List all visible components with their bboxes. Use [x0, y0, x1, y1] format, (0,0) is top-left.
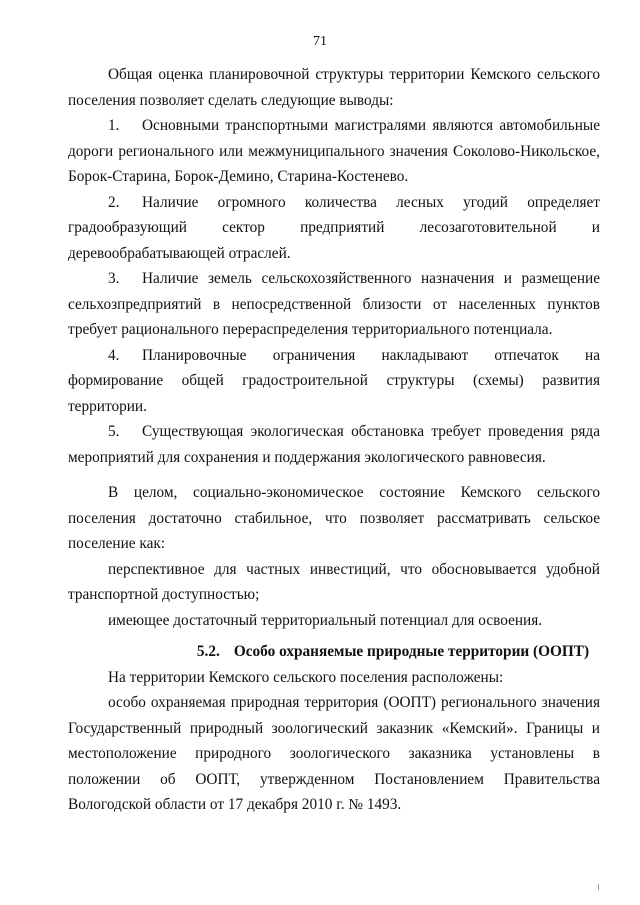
conclusion-item [68, 343, 600, 420]
page-content [68, 62, 600, 818]
page-number: 71 [313, 34, 327, 49]
conclusion-item [68, 266, 600, 343]
section-title: Особо охраняемые природные территории (ООПТ) [233, 643, 590, 660]
conclusion-text: Существующая экологическая обстановка требует проведения ряда мероприятий для сохранения и поддержания экологического равновесия. [68, 423, 600, 466]
conclusion-text: Основными транспортными магистралями являются автомобильные дороги регионального или межмуниципального значения Соколово-Никольское, Борок-Старина, Борок-Демино, Старина-Костенево. [68, 117, 600, 185]
scan-artifact [598, 884, 599, 890]
bullet-paragraph: перспективное для частных инвестиций, что обосновывается удобной транспортной доступностью; [68, 560, 600, 603]
conclusion-number: 2. [108, 193, 120, 211]
section-lead: На территории Кемского сельского поселения расположены: [108, 668, 504, 686]
conclusion-text: Наличие огромного количества лесных угодий определяет градообразующий сектор предприятий лесозаготовительной и деревообрабатывающей отраслей. [68, 193, 600, 262]
summary-paragraph: В целом, социально-экономическое состояние Кемского сельского поселения достаточно стабильное, что позволяет рассматривать сельское поселение как: [68, 484, 600, 552]
conclusion-text: Планировочные ограничения накладывают отпечаток на формирование общей градостроительной структуры (схемы) развития территории. [68, 346, 600, 415]
section-number: 5.2. [196, 643, 220, 660]
conclusion-number: 3. [108, 270, 120, 287]
conclusion-text: Наличие земель сельскохозяйственного назначения и размещение сельхозпредприятий в непосредственной близости от населенных пунктов требует рационального перераспределения территориального потенциала. [68, 270, 600, 338]
intro-paragraph: Общая оценка планировочной структуры территории Кемского сельского поселения позволяет сделать следующие выводы: [68, 66, 600, 109]
conclusion-number: 5. [108, 423, 120, 440]
bullet-paragraph: имеющее достаточный территориальный потенциал для освоения. [108, 611, 543, 629]
conclusion-item [68, 190, 600, 267]
section-heading [68, 639, 600, 665]
conclusion-number: 4. [108, 346, 120, 364]
section-body: особо охраняемая природная территория (ООПТ) регионального значения Государственный природный зоологический заказник «Кемский». Границы и местоположение природного зоологического заказника установлены в положении об ООПТ, утвержденном Постановлением Правительства Вологодской области от 17 декабря 2010 г. № 1493. [68, 694, 600, 813]
conclusion-item [68, 419, 600, 470]
conclusion-item [68, 113, 600, 190]
conclusion-number: 1. [108, 117, 120, 134]
